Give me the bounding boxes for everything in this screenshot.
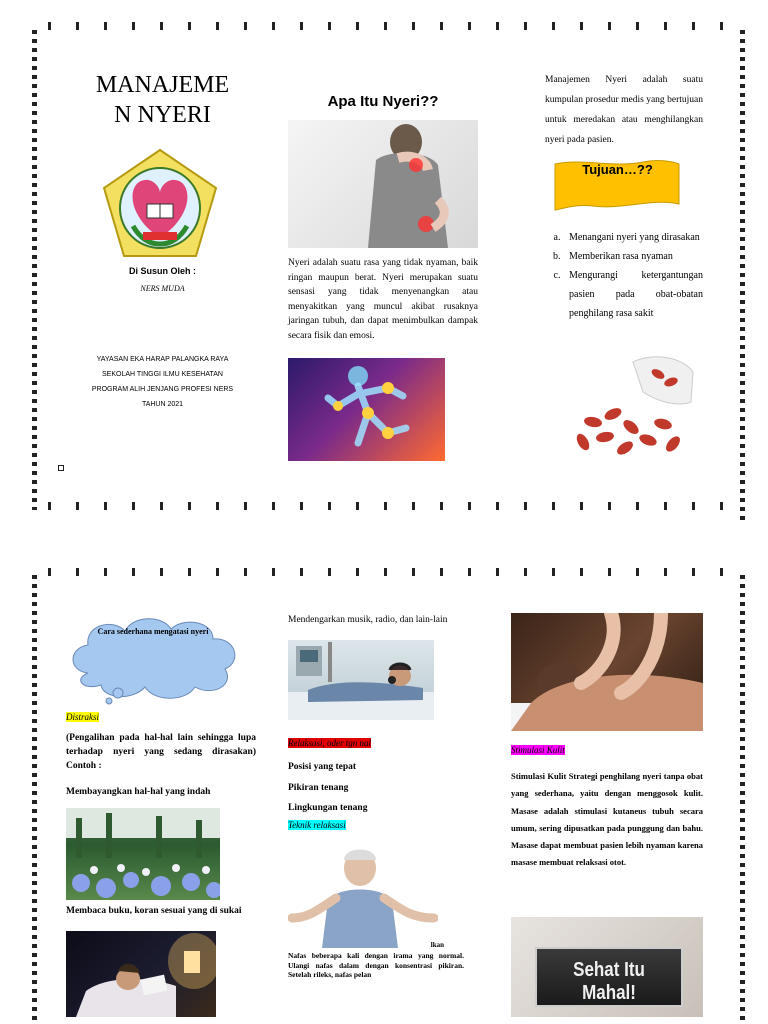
reading-in-bed-photo: [66, 931, 216, 1017]
tujuan-label: Tujuan…??: [582, 162, 653, 177]
breathing-exercise-photo: [288, 840, 438, 948]
cloud-text: Cara sederhana mengatasi nyeri: [97, 627, 209, 636]
pain-definition: Nyeri adalah suatu rasa yang tidak nyaman, baik ringan maupun berat. Nyeri merupakan suatu sensasi yang tidak menyenangkan atau menyakitkan yang muncul akibat rusaknya jaringan tubuh, dan dapat menimbulkan dampak secara fisik dan emosi.: [288, 258, 478, 341]
music-listening: Mendengarkan musik, radio, dan lain-lain: [288, 615, 448, 625]
massage-photo: [511, 613, 703, 731]
healthy-banner-photo: [511, 917, 703, 1017]
runner-joint-pain-image: [288, 358, 445, 461]
relaksasi-label: [288, 737, 371, 749]
mid-border-dashes: [34, 502, 748, 510]
left-border-dots: [32, 30, 37, 510]
pills-photo: [563, 352, 697, 460]
relaksasi-list: [288, 757, 367, 819]
banner-text: Sehat Itu Mahal!: [573, 959, 645, 1004]
brochure-title: MANAJEME N NYERI: [95, 72, 230, 128]
breathing-caption-partial: lkan: [430, 941, 444, 949]
teknik-highlight: Teknik relaksasi: [288, 820, 346, 830]
teknik-label: [288, 819, 346, 831]
institution-line: PROGRAM ALIH JENJANG PROFESI NERS: [91, 386, 234, 393]
bottom-right-border-dots: [740, 575, 745, 1020]
right-border-dots: [740, 30, 745, 520]
relaksasi-item: Posisi yang tepat: [288, 762, 357, 772]
goal-item: b. Memberikan rasa nyaman: [563, 247, 703, 266]
institution-line: TAHUN 2021: [141, 401, 184, 408]
flower-garden-photo: [66, 808, 220, 900]
institution-line: SEKOLAH TINGGI ILMU KESEHATAN: [102, 371, 223, 378]
management-definition: Manajemen Nyeri adalah suatu kumpulan prosedur medis yang bertujuan untuk meredakan atau menghilangkan nyeri pada pasien.: [545, 75, 703, 145]
patient-relaxing-photo: [288, 640, 434, 720]
back-pain-photo: [288, 120, 478, 248]
top-border-dashes: [34, 22, 748, 30]
skin-stimulation-description: Stimulasi Kulit Strategi penghilang nyeri tanpa obat yang sederhana, yaitu dengan menggosok kulit. Masase adalah stimulasi kutaneus tubuh secara umum, sering dipusatkan pada punggung dan bahu. Masase dapat membuat pasien lebih nyaman karena masase membuat relaksasi otot.: [511, 771, 703, 868]
stimulasi-highlight: Stimulasi Kulit: [511, 745, 565, 755]
school-logo: [103, 148, 218, 258]
goals-list: [545, 228, 703, 323]
stimulasi-label: [511, 744, 565, 756]
bottom-top-border-dashes: [34, 568, 748, 576]
distraksi-label: [66, 711, 99, 723]
relaksasi-highlight: Relaksasi, oder tgn nal: [288, 738, 371, 748]
relaksasi-item: Lingkungan tenang: [288, 803, 368, 813]
what-is-pain-heading: Apa Itu Nyeri??: [327, 93, 439, 110]
goal-item: a. Menangani nyeri yang dirasakan: [563, 228, 703, 247]
decor-mark: [58, 465, 64, 471]
institution-block: [65, 352, 260, 412]
author-name: NERS MUDA: [140, 284, 185, 293]
bottom-left-border-dots: [32, 575, 37, 1020]
distraksi-item-reading: Membaca buku, koran sesuai yang di sukai: [66, 906, 242, 916]
distraksi-highlight: Distraksi: [66, 712, 100, 722]
breathing-instructions: Nafas beberapa kali dengan irama yang normal. Ulangi nafas dalam dengan konsentrasi pikiran. Setelah rileks, nafas pelan: [288, 951, 464, 979]
distraksi-item-imagine: Membayangkan hal-hal yang indah: [66, 787, 211, 797]
distraksi-description: (Pengalihan pada hal-hal lain sehingga lupa terhadap nyeri yang sedang dirasakan) Contoh :: [66, 733, 256, 771]
goal-item: c. Mengurangi ketergantungan pasien pada obat-obatan penghilang rasa sakit: [563, 266, 703, 323]
relaksasi-item: Pikiran tenang: [288, 782, 349, 793]
institution-line: YAYASAN EKA HARAP PALANGKA RAYA: [96, 356, 229, 363]
author-label: Di Susun Oleh :: [128, 266, 196, 276]
